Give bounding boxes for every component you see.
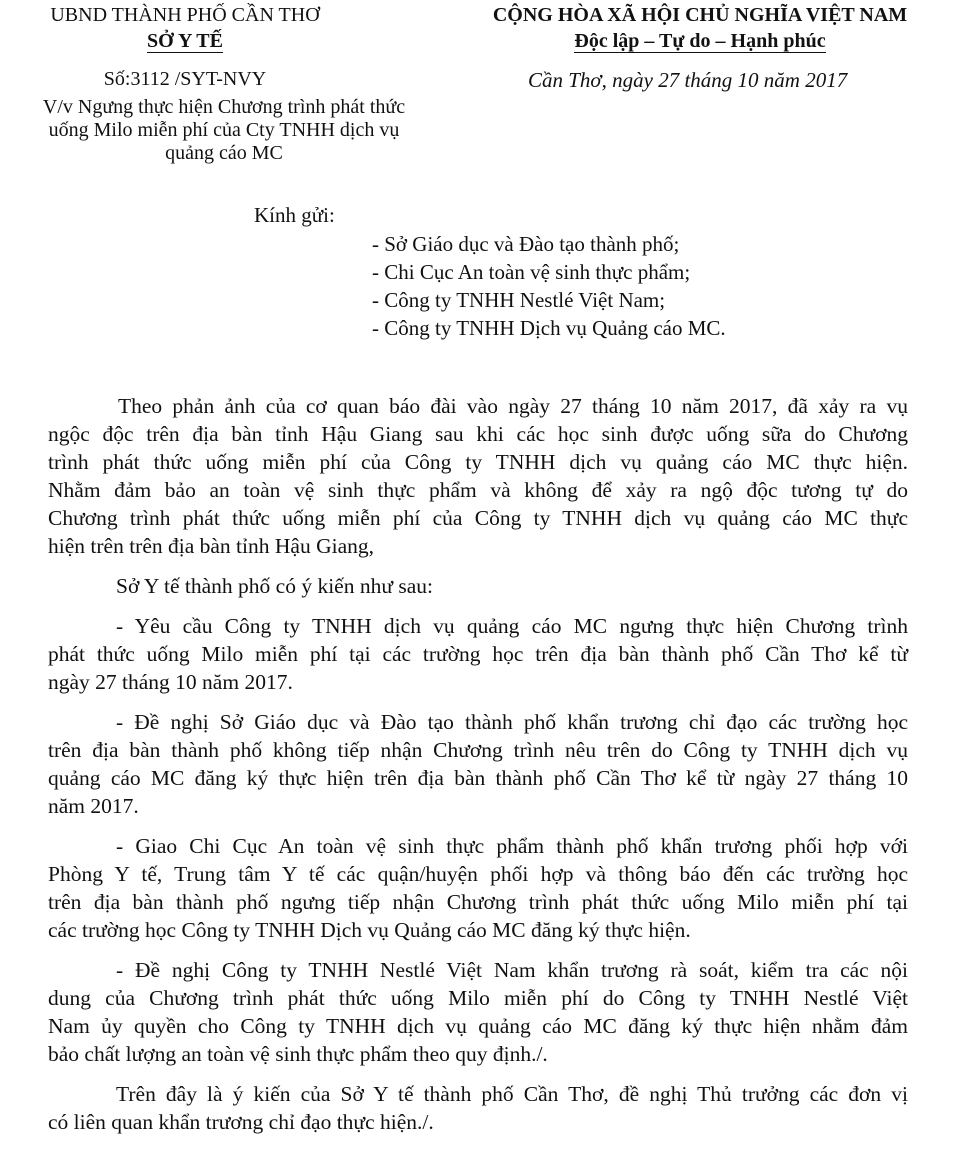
text-line: Sở Y tế thành phố có ý kiến như sau: xyxy=(116,574,434,598)
text-line: bảo chất lượng an toàn vệ sinh thực phẩm theo quy định./. xyxy=(48,1042,548,1066)
agency-name: UBND THÀNH PHỐ CẦN THƠ xyxy=(50,4,320,26)
recipient-item: - Chi Cục An toàn vệ sinh thực phẩm; xyxy=(372,260,691,284)
body-paragraph xyxy=(48,832,908,944)
text-line: hiện trên trên địa bàn tỉnh Hậu Giang, xyxy=(48,534,374,558)
date-line: Cần Thơ, ngày 27 tháng 10 năm 2017 xyxy=(528,68,848,92)
department-name: SỞ Y TẾ xyxy=(147,30,223,52)
text-line: trình phát thức uống miễn phí của Công ty TNHH dịch vụ quảng cáo MC thực hiện. xyxy=(48,450,908,474)
text-line: ngày 27 tháng 10 năm 2017. xyxy=(48,670,293,694)
nation-name: CỘNG HÒA XÃ HỘI CHỦ NGHĨA VIỆT NAM xyxy=(492,4,908,26)
text-line: Theo phản ảnh của cơ quan báo đài vào ngày 27 tháng 10 năm 2017, đã xảy ra vụ xyxy=(118,394,908,418)
text-line: - Giao Chi Cục An toàn vệ sinh thực phẩm thành phố khẩn trương phối hợp với xyxy=(116,834,908,858)
text-line: ngộc độc trên địa bàn tỉnh Hậu Giang sau khi các học sinh được uống sữa do Chương xyxy=(48,422,908,446)
national-motto: Độc lập – Tự do – Hạnh phúc xyxy=(574,30,826,52)
letter-body xyxy=(48,392,908,1136)
text-line: quảng cáo MC đăng ký thực hiện trên địa bàn thành phố Cần Thơ kể từ ngày 27 tháng 10 xyxy=(48,766,908,790)
recipient-item: - Sở Giáo dục và Đào tạo thành phố; xyxy=(372,232,680,256)
recipient-list xyxy=(372,230,726,342)
body-paragraph xyxy=(48,1080,908,1136)
body-paragraph xyxy=(48,708,908,820)
body-paragraph xyxy=(48,612,908,696)
document-number: Số:3112 /SYT-NVY xyxy=(103,68,267,90)
text-line: trên địa bàn thành phố không tiếp nhận Chương trình nêu trên do Công ty TNHH dịch vụ xyxy=(48,738,908,762)
subject-line xyxy=(14,96,434,165)
text-line: có liên quan khẩn trương chỉ đạo thực hiện./. xyxy=(48,1110,434,1134)
national-title-header xyxy=(440,2,960,54)
text-line: Chương trình phát thức uống miễn phí của Công ty TNHH dịch vụ quảng cáo MC thực xyxy=(48,506,908,530)
salutation: Kính gửi: xyxy=(254,203,335,227)
body-paragraph xyxy=(48,956,908,1068)
text-line: - Đề nghị Công ty TNHH Nestlé Việt Nam khẩn trương rà soát, kiểm tra các nội xyxy=(116,958,908,982)
text-line: Trên đây là ý kiến của Sở Y tế thành phố Cần Thơ, đề nghị Thủ trưởng các đơn vị xyxy=(116,1082,908,1106)
text-line: Nam ủy quyền cho Công ty TNHH dịch vụ quảng cáo MC đăng ký thực hiện nhằm đảm xyxy=(48,1014,908,1038)
text-line: - Yêu cầu Công ty TNHH dịch vụ quảng cáo MC ngưng thực hiện Chương trình xyxy=(116,614,908,638)
recipient-item: - Công ty TNHH Nestlé Việt Nam; xyxy=(372,288,666,312)
recipient-item: - Công ty TNHH Dịch vụ Quảng cáo MC. xyxy=(372,316,726,340)
subject-line-1: V/v Ngưng thực hiện Chương trình phát thức xyxy=(42,96,406,118)
issuing-agency-header xyxy=(0,2,370,54)
text-line: Nhằm đảm bảo an toàn vệ sinh thực phẩm và không để xảy ra ngộ độc tương tự do xyxy=(48,478,908,502)
body-paragraph xyxy=(48,572,908,600)
text-line: năm 2017. xyxy=(48,794,139,818)
text-line: Phòng Y tế, Trung tâm Y tế các quận/huyện phối hợp và thông báo đến các trường học xyxy=(48,862,908,886)
subject-line-2: uống Milo miễn phí của Cty TNHH dịch vụ xyxy=(48,119,400,141)
subject-line-3: quảng cáo MC xyxy=(165,142,283,164)
text-line: dung của Chương trình phát thức uống Milo miễn phí do Công ty TNHH Nestlé Việt xyxy=(48,986,908,1010)
text-line: - Đề nghị Sở Giáo dục và Đào tạo thành phố khẩn trương chỉ đạo các trường học xyxy=(116,710,908,734)
text-line: các trường học Công ty TNHH Dịch vụ Quảng cáo MC đăng ký thực hiện. xyxy=(48,918,691,942)
body-paragraph xyxy=(48,392,908,560)
text-line: trên địa bàn thành phố ngưng tiếp nhận Chương trình phát thức uống Milo miễn phí tại xyxy=(48,890,908,914)
text-line: phát thức uống Milo miễn phí tại các trường học trên địa bàn thành phố Cần Thơ kể từ xyxy=(48,642,908,666)
